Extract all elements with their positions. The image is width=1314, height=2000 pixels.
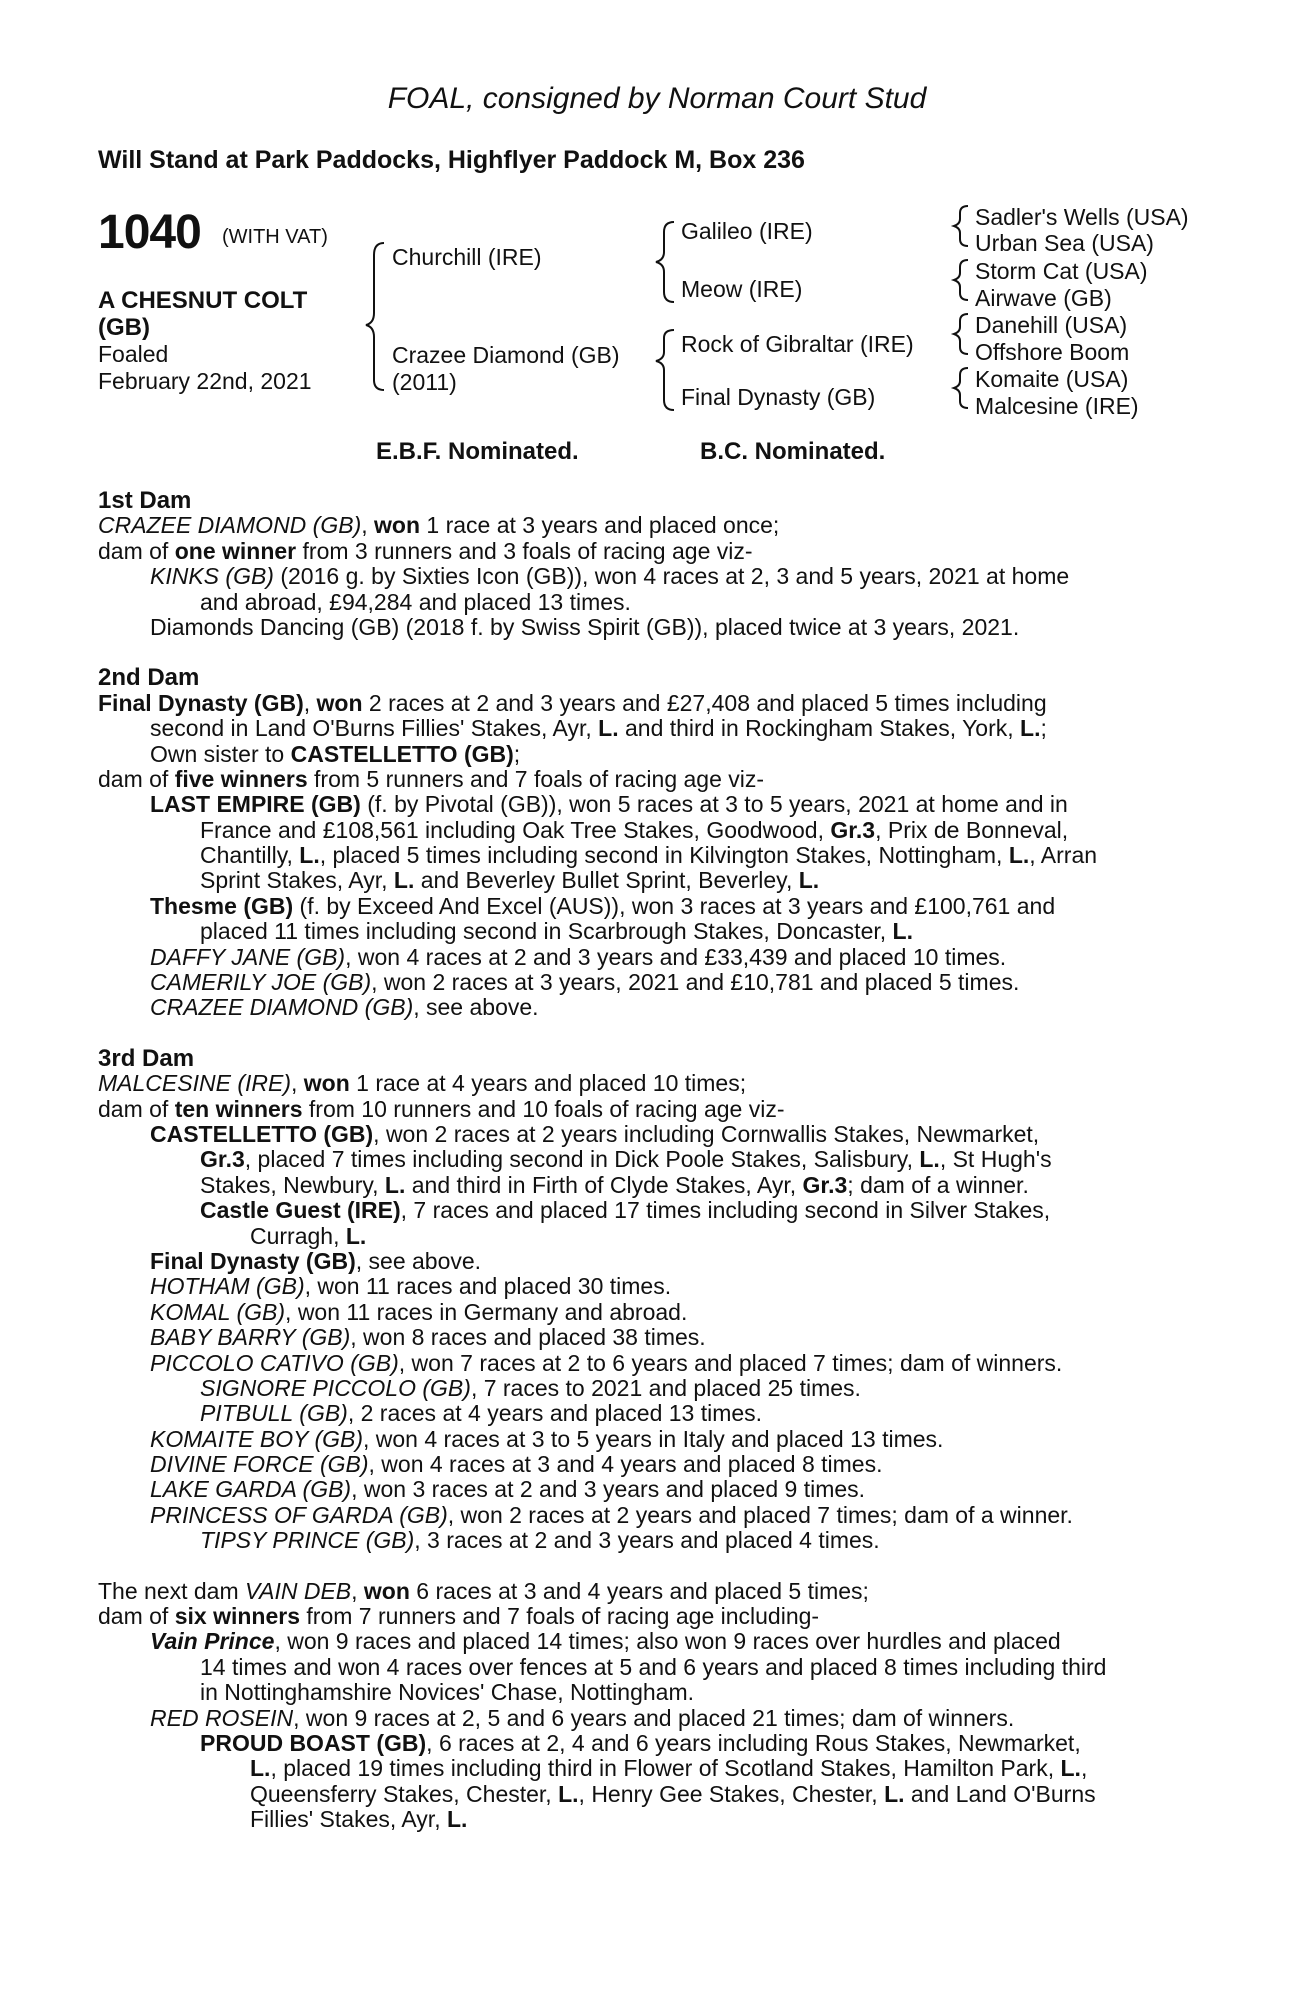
produce-komaite-boy: KOMAITE BOY (GB), won 4 races at 3 to 5 years in Italy and placed 13 times. [150, 1425, 944, 1452]
pedigree-gen3-2: Urban Sea (USA) [975, 230, 1154, 256]
produce-pitbull: PITBULL (GB), 2 races at 4 years and placed 13 times. [200, 1400, 763, 1427]
brace-gen2-dam [656, 330, 674, 410]
next-dam-line: The next dam VAIN DEB, won 6 races at 3 and 4 years and placed 5 times; [98, 1577, 869, 1604]
produce-baby-barry: BABY BARRY (GB), won 8 races and placed 38 times. [150, 1324, 706, 1351]
produce-vain-prince-cont-1: 14 times and won 4 races over fences at 5 and 6 years and placed 8 times including third [200, 1653, 1107, 1680]
produce-camerily-joe: CAMERILY JOE (GB), won 2 races at 3 years, 2021 and £10,781 and placed 5 times. [150, 969, 1020, 996]
pedigree-sire-dam: Meow (IRE) [681, 276, 803, 302]
lot-description: A CHESNUT COLT [98, 287, 308, 314]
produce-kinks: KINKS (GB) (2016 g. by Sixties Icon (GB)), won 4 races at 2, 3 and 5 years, 2021 at home [150, 563, 1070, 590]
foaled-date: February 22nd, 2021 [98, 368, 312, 394]
produce-piccolo-cativo: PICCOLO CATIVO (GB), won 7 races at 2 to 6 years and placed 7 times; dam of winners. [150, 1349, 1063, 1376]
pedigree-dam-dam: Final Dynasty (GB) [681, 384, 876, 410]
produce-thesme: Thesme (GB) (f. by Exceed And Excel (AUS)), won 3 races at 3 years and £100,761 and [150, 892, 1056, 919]
produce-castelletto-cont-1: Gr.3, placed 7 times including second in Dick Poole Stakes, Salisbury, L., St Hugh's [200, 1146, 1052, 1173]
produce-kinks-cont: and abroad, £94,284 and placed 13 times. [200, 588, 631, 615]
second-dam-line-2: second in Land O'Burns Fillies' Stakes, Ayr, L. and third in Rockingham Stakes, York, L.; [150, 715, 1047, 742]
produce-komal: KOMAL (GB), won 11 races in Germany and abroad. [150, 1298, 688, 1325]
second-dam-line: Final Dynasty (GB), won 2 races at 2 and 3 years and £27,408 and placed 5 times including [98, 689, 1047, 716]
first-dam-line: CRAZEE DIAMOND (GB), won 1 race at 3 years and placed once; [98, 512, 780, 539]
third-dam-line: MALCESINE (IRE), won 1 race at 4 years and placed 10 times; [98, 1070, 747, 1097]
pedigree-sire-sire: Galileo (IRE) [681, 218, 813, 244]
pedigree-dam-year: (2011) [392, 369, 457, 395]
pedigree-dam-sire: Rock of Gibraltar (IRE) [681, 331, 914, 357]
first-dam-summary: dam of one winner from 3 runners and 3 foals of racing age viz- [98, 537, 753, 564]
produce-lake-garda: LAKE GARDA (GB), won 3 races at 2 and 3 years and placed 9 times. [150, 1476, 866, 1503]
ebf-nominated: E.B.F. Nominated. [376, 438, 579, 465]
produce-proud-boast-cont-3: Fillies' Stakes, Ayr, L. [250, 1806, 468, 1833]
brace-gen3-4 [954, 368, 968, 408]
produce-diamonds-dancing: Diamonds Dancing (GB) (2018 f. by Swiss Spirit (GB)), placed twice at 3 years, 2021. [150, 613, 1020, 640]
pedigree-gen3-7: Komaite (USA) [975, 366, 1129, 392]
produce-vain-prince-cont-2: in Nottinghamshire Novices' Chase, Nottingham. [200, 1679, 695, 1706]
brace-gen2-sire [656, 222, 674, 302]
pedigree-sire: Churchill (IRE) [392, 244, 542, 270]
lot-number: 1040 [98, 206, 201, 259]
third-dam-summary: dam of ten winners from 10 runners and 10 foals of racing age viz- [98, 1095, 785, 1122]
produce-red-rosein: RED ROSEIN, won 9 races at 2, 5 and 6 years and placed 21 times; dam of winners. [150, 1704, 1015, 1731]
lot-description-country: (GB) [98, 314, 150, 341]
produce-last-empire-cont-3: Sprint Stakes, Ayr, L. and Beverley Bullet Sprint, Beverley, L. [200, 867, 820, 894]
brace-gen3-2 [954, 260, 968, 300]
produce-crazee-diamond: CRAZEE DIAMOND (GB), see above. [150, 994, 539, 1021]
bc-nominated: B.C. Nominated. [700, 438, 886, 465]
produce-tipsy-prince: TIPSY PRINCE (GB), 3 races at 2 and 3 years and placed 4 times. [200, 1527, 880, 1554]
brace-gen3-3 [954, 314, 968, 354]
stand-location: Will Stand at Park Paddocks, Highflyer Paddock M, Box 236 [98, 146, 805, 174]
vat-note: (WITH VAT) [222, 226, 328, 248]
second-dam-summary: dam of five winners from 5 runners and 7 foals of racing age viz- [98, 765, 765, 792]
produce-castelletto-cont-2: Stakes, Newbury, L. and third in Firth of Clyde Stakes, Ayr, Gr.3; dam of a winner. [200, 1171, 1029, 1198]
brace-gen1 [366, 243, 384, 390]
produce-last-empire-cont-1: France and £108,561 including Oak Tree Stakes, Goodwood, Gr.3, Prix de Bonneval, [200, 816, 1069, 843]
produce-vain-prince: Vain Prince, won 9 races and placed 14 times; also won 9 races over hurdles and placed [150, 1628, 1061, 1655]
produce-daffy-jane: DAFFY JANE (GB), won 4 races at 2 and 3 years and £33,439 and placed 10 times. [150, 943, 1007, 970]
foaled-label: Foaled [98, 341, 169, 367]
produce-castelletto: CASTELLETTO (GB), won 2 races at 2 years including Cornwallis Stakes, Newmarket, [150, 1120, 1040, 1147]
produce-thesme-cont: placed 11 times including second in Scarbrough Stakes, Doncaster, L. [200, 918, 913, 945]
brace-gen3-1 [954, 206, 968, 246]
produce-princess-of-garda: PRINCESS OF GARDA (GB), won 2 races at 2 years and placed 7 times; dam of a winner. [150, 1501, 1073, 1528]
next-dam-summary: dam of six winners from 7 runners and 7 foals of racing age including- [98, 1603, 820, 1630]
produce-divine-force: DIVINE FORCE (GB), won 4 races at 3 and 4 years and placed 8 times. [150, 1451, 883, 1478]
pedigree-gen3-1: Sadler's Wells (USA) [975, 204, 1189, 230]
produce-proud-boast: PROUD BOAST (GB), 6 races at 2, 4 and 6 years including Rous Stakes, Newmarket, [200, 1729, 1081, 1756]
produce-proud-boast-cont-1: L., placed 19 times including third in Flower of Scotland Stakes, Hamilton Park, L., [250, 1755, 1088, 1782]
pedigree-dam: Crazee Diamond (GB) [392, 342, 620, 368]
page-title: FOAL, consigned by Norman Court Stud [387, 82, 927, 115]
produce-castle-guest-cont: Curragh, L. [250, 1222, 367, 1249]
first-dam-heading: 1st Dam [98, 487, 192, 514]
produce-last-empire: LAST EMPIRE (GB) (f. by Pivotal (GB)), won 5 races at 3 to 5 years, 2021 at home and in [150, 791, 1068, 818]
pedigree-gen3-3: Storm Cat (USA) [975, 258, 1148, 284]
produce-proud-boast-cont-2: Queensferry Stakes, Chester, L., Henry Gee Stakes, Chester, L. and Land O'Burns [250, 1780, 1096, 1807]
family-section [98, 488, 1208, 1833]
produce-signore-piccolo: SIGNORE PICCOLO (GB), 7 races to 2021 and placed 25 times. [200, 1374, 861, 1401]
produce-last-empire-cont-2: Chantilly, L., placed 5 times including second in Kilvington Stakes, Nottingham, L., Arran [200, 842, 1098, 869]
produce-final-dynasty: Final Dynasty (GB), see above. [150, 1247, 482, 1274]
second-dam-heading: 2nd Dam [98, 664, 200, 692]
pedigree-gen3-6: Offshore Boom [975, 339, 1130, 365]
produce-hotham: HOTHAM (GB), won 11 races and placed 30 times. [150, 1273, 672, 1300]
third-dam-heading: 3rd Dam [98, 1044, 195, 1072]
pedigree-gen3-5: Danehill (USA) [975, 312, 1128, 338]
pedigree-gen3-8: Malcesine (IRE) [975, 393, 1139, 419]
pedigree-gen3-4: Airwave (GB) [975, 285, 1112, 311]
second-dam-own-sister: Own sister to CASTELLETTO (GB); [150, 740, 521, 767]
produce-castle-guest: Castle Guest (IRE), 7 races and placed 17 times including second in Silver Stakes, [200, 1197, 1051, 1224]
